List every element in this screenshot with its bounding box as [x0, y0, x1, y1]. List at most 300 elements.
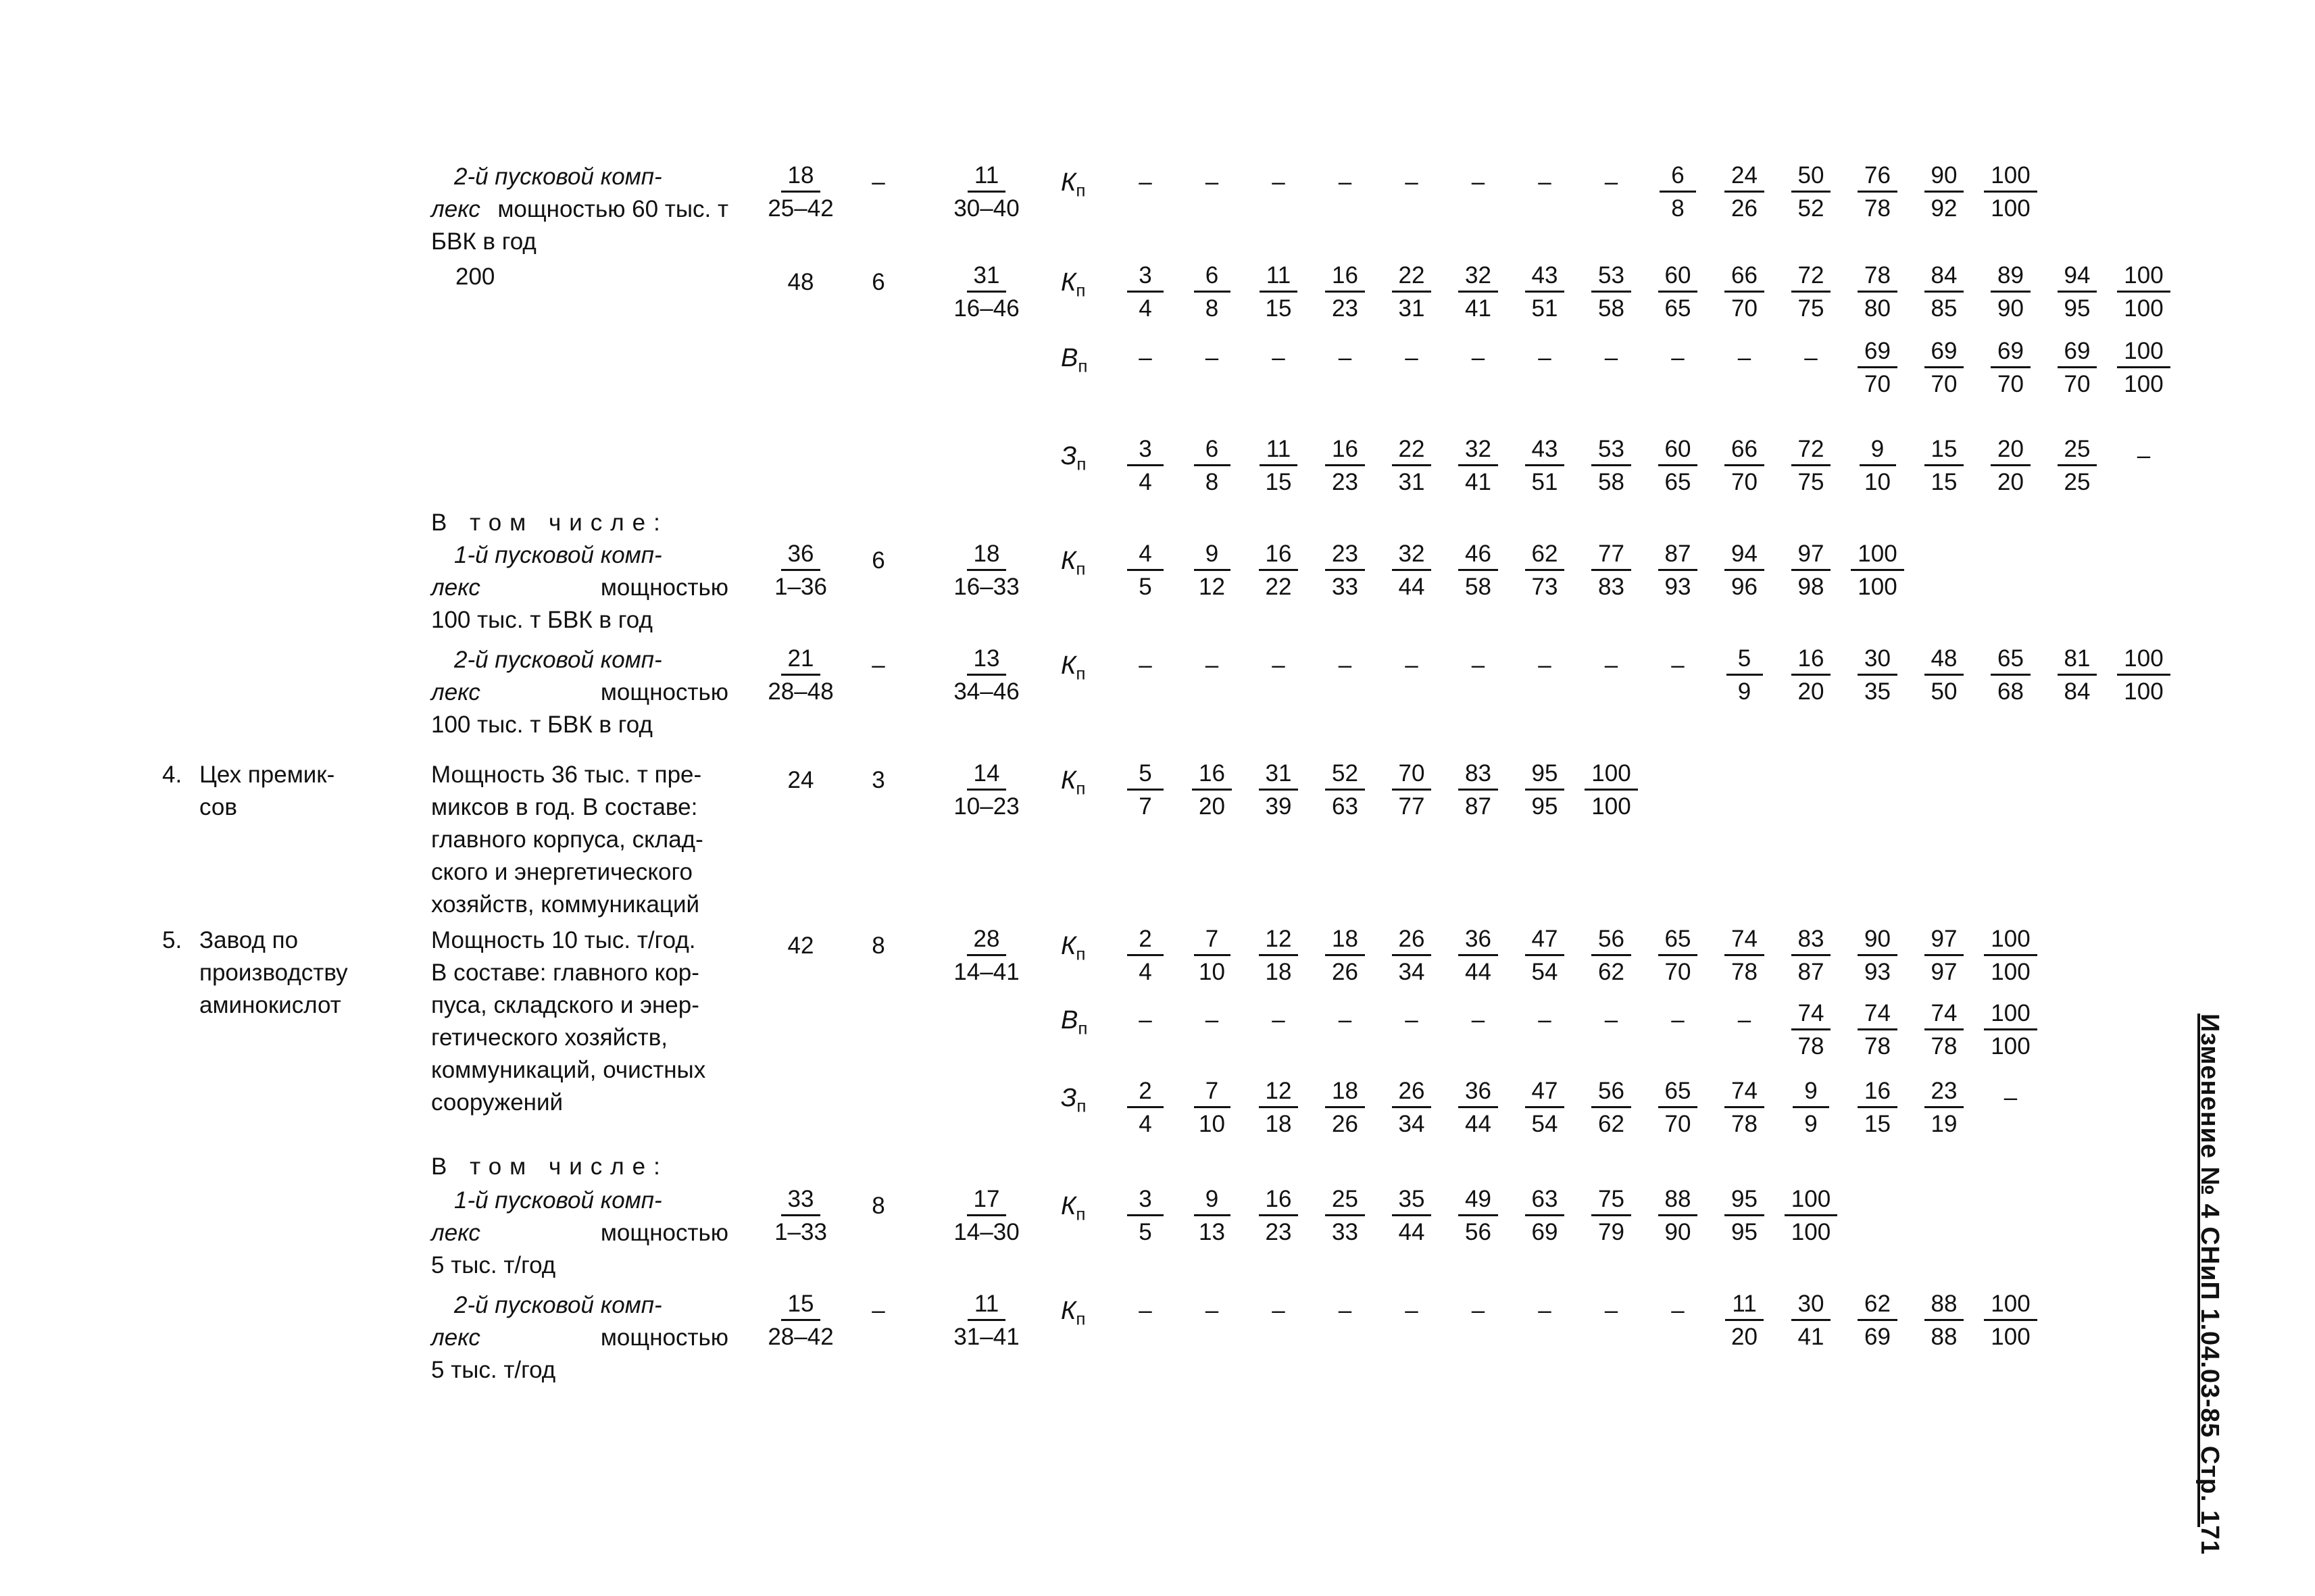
s200-value-fraction-denominator: 75 [1797, 295, 1824, 322]
s1a-value-fraction-numerator: 94 [1724, 541, 1764, 571]
s5a-description-line: лекс мощностью [431, 1218, 728, 1248]
s200-value-fraction-denominator: 31 [1398, 469, 1425, 495]
s5-value-fraction-denominator: 97 [1931, 959, 1958, 985]
s5-value-fraction-denominator: 78 [1797, 1033, 1824, 1059]
s5-value-fraction [1441, 926, 1516, 986]
s5b-description-line: лекс мощностью [431, 1323, 728, 1353]
s5-duration-construction [949, 926, 1024, 986]
s2c-value-fraction-numerator: 5 [1726, 645, 1763, 676]
s2c-dash: – [1671, 652, 1685, 678]
s5a-value-fraction-denominator: 95 [1731, 1219, 1758, 1245]
s4-value-fraction-numerator: 31 [1259, 760, 1299, 791]
s1a-value-fraction [1241, 541, 1316, 601]
s200-value-fraction-denominator: 85 [1931, 295, 1958, 322]
s5-description-line: сооружений [431, 1089, 564, 1116]
s5a-value-fraction-denominator: 23 [1265, 1219, 1292, 1245]
s2b-value-fraction-numerator: 90 [1924, 162, 1964, 193]
s1a-value-fraction-denominator: 33 [1332, 574, 1358, 600]
s4-value-fraction-numerator: 100 [1585, 760, 1637, 791]
s2c-value-fraction-numerator: 16 [1791, 645, 1831, 676]
s5-value-fraction [1108, 926, 1183, 986]
s5b-dash: – [1205, 1297, 1219, 1324]
s200-value-fraction-denominator: 100 [2124, 295, 2164, 322]
s5-value-fraction-numerator: 97 [1924, 926, 1964, 956]
s4-value-fraction-denominator: 95 [1531, 793, 1558, 820]
s200-value-fraction [1175, 262, 1249, 322]
s5-value-fraction-numerator: 7 [1194, 1078, 1230, 1108]
s200-value-fraction-denominator: 41 [1465, 469, 1491, 495]
s5-dash: – [1205, 1007, 1219, 1033]
s2b-description-line: лекс мощностью 60 тыс. т [431, 195, 728, 224]
s2c-duration-total [764, 645, 838, 705]
s200-value-fraction-numerator: 78 [1858, 262, 1897, 293]
s5-description-line: Мощность 10 тыс. т/год. [431, 927, 696, 953]
s200-trail-dash: – [2137, 443, 2151, 469]
s5b-duration-construction-denominator: 31–41 [953, 1324, 1020, 1350]
s200-value-fraction-denominator: 90 [1997, 295, 2024, 322]
s5-value-fraction-numerator: 2 [1127, 926, 1164, 956]
s5-value-fraction-denominator: 26 [1332, 959, 1358, 985]
s200-value-fraction [1441, 436, 1516, 496]
s200-value-fraction-numerator: 84 [1924, 262, 1964, 293]
s4-value-fraction [1241, 760, 1316, 820]
s5-dash: – [1272, 1007, 1285, 1033]
s1a-value-fraction [1175, 541, 1249, 601]
s1a-value-fraction [1574, 541, 1649, 601]
s5-value-fraction-denominator: 4 [1139, 959, 1152, 985]
s5-value-fraction-numerator: 26 [1392, 926, 1432, 956]
s2c-dash: – [1205, 652, 1219, 678]
s2b-value-fraction-numerator: 76 [1858, 162, 1897, 193]
s5-value-fraction-numerator: 47 [1525, 926, 1565, 956]
s200-dash: – [1604, 345, 1618, 371]
s5-value-fraction-denominator: 70 [1664, 959, 1691, 985]
s5-value-fraction [1907, 1000, 1981, 1060]
s4-duration-construction-numerator: 14 [967, 760, 1007, 791]
s200-value-fraction-numerator: 9 [1860, 436, 1896, 466]
s200-value-fraction [1841, 436, 1915, 496]
s200-row-symbol: $З_п$ [1061, 442, 1087, 474]
s5b-value-fraction-denominator: 88 [1931, 1324, 1958, 1350]
s2c-value-fraction-denominator: 35 [1864, 678, 1891, 705]
s2c-value-fraction-numerator: 48 [1924, 645, 1964, 676]
s200-value-fraction-denominator: 65 [1664, 295, 1691, 322]
s5-value-fraction [1907, 926, 1981, 986]
s5a-value-fraction-denominator: 79 [1598, 1219, 1624, 1245]
s5a-value-fraction [1374, 1186, 1449, 1246]
s200-duration-total: 48 [787, 269, 814, 295]
s4-value-fraction [1441, 760, 1516, 820]
s5-value-fraction-denominator: 100 [1991, 959, 2031, 985]
s2c-duration-construction [949, 645, 1024, 705]
s5-value-fraction-numerator: 12 [1259, 926, 1299, 956]
s5-row-symbol: $К_п$ [1061, 932, 1086, 964]
s5b-value-fraction-denominator: 20 [1731, 1324, 1758, 1350]
s5b-dash: – [1405, 1297, 1418, 1324]
s5b-description-italic: лекс [431, 1324, 480, 1351]
s200-value-fraction-denominator: 20 [1997, 469, 2024, 495]
s5-duration-construction-denominator: 14–41 [953, 959, 1020, 985]
s4-description-line: Мощность 36 тыс. т пре- [431, 762, 702, 788]
s2c-description-italic: лекс [431, 679, 480, 705]
s200-value-fraction-numerator: 16 [1325, 436, 1365, 466]
s5a-value-fraction [1708, 1186, 1782, 1246]
s200-value-fraction [1974, 262, 2048, 322]
s5a-value-fraction-denominator: 56 [1465, 1219, 1491, 1245]
s2b-value-fraction [1907, 162, 1981, 222]
s2b-description-line: БВК в год [431, 228, 537, 255]
s5-value-fraction [1974, 1000, 2048, 1060]
s5a-value-fraction [1574, 1186, 1649, 1246]
s200-value-fraction-numerator: 6 [1194, 262, 1230, 293]
s5a-description-line: 5 тыс. т/год [431, 1252, 556, 1278]
s5-dash: – [1538, 1007, 1551, 1033]
s5-value-fraction-numerator: 26 [1392, 1078, 1432, 1108]
s200-value-fraction-denominator: 10 [1864, 469, 1891, 495]
s2c-duration-total-numerator: 21 [781, 645, 821, 676]
s5-value-fraction-numerator: 100 [1984, 1000, 2037, 1030]
s2c-duration-construction-numerator: 13 [967, 645, 1007, 676]
s1a-value-fraction-denominator: 100 [1858, 574, 1897, 600]
s5-dash: – [1671, 1007, 1685, 1033]
symbol-subscript: п [1076, 1203, 1086, 1224]
symbol-subscript: п [1078, 355, 1088, 376]
s4-value-fraction-denominator: 7 [1139, 793, 1152, 820]
s5-value-fraction-denominator: 78 [1731, 959, 1758, 985]
s200-value-fraction [1907, 338, 1981, 398]
s200-value-fraction [1508, 262, 1582, 322]
s200-value-fraction-numerator: 22 [1392, 262, 1432, 293]
s200-description-line: 200 [455, 264, 495, 290]
s5a-value-fraction [1508, 1186, 1582, 1246]
s5b-description-line: 2-й пусковой комп- [454, 1292, 662, 1318]
s200-value-fraction [1641, 262, 1715, 322]
s200-value-fraction [1241, 436, 1316, 496]
s2b-description-italic: лекс [431, 196, 480, 222]
s1a-value-fraction-numerator: 9 [1194, 541, 1230, 571]
s200-value-fraction [1907, 436, 1981, 496]
s2b-dash: – [1604, 169, 1618, 195]
s1a-value-fraction-numerator: 46 [1458, 541, 1498, 571]
s5a-value-fraction [1175, 1186, 1249, 1246]
s5a-value-fraction-numerator: 88 [1658, 1186, 1698, 1216]
s200-value-fraction-denominator: 65 [1664, 469, 1691, 495]
s200-value-fraction [1574, 436, 1649, 496]
s5b-duration-prep: – [872, 1297, 885, 1324]
s2c-value-fraction-denominator: 50 [1931, 678, 1958, 705]
s200-value-fraction [1974, 436, 2048, 496]
s2b-duration-construction-denominator: 30–40 [953, 195, 1020, 222]
s2c-duration-prep: – [872, 652, 885, 678]
s1a-value-fraction-denominator: 44 [1398, 574, 1425, 600]
s200-value-fraction-numerator: 43 [1525, 262, 1565, 293]
s5-value-fraction [1374, 926, 1449, 986]
s5a-value-fraction-denominator: 69 [1531, 1219, 1558, 1245]
s200-value-fraction [2040, 338, 2114, 398]
s1a-value-fraction [1508, 541, 1582, 601]
s4-row-symbol: $К_п$ [1061, 766, 1086, 799]
s2b-dash: – [1338, 169, 1352, 195]
s200-dash: – [1139, 345, 1152, 371]
s5-value-fraction [1841, 1000, 1915, 1060]
s5-value-fraction-denominator: 18 [1265, 959, 1292, 985]
s5-value-fraction-denominator: 93 [1864, 959, 1891, 985]
s200-value-fraction [1641, 436, 1715, 496]
s5a-value-fraction-numerator: 25 [1325, 1186, 1365, 1216]
s5-value-fraction-denominator: 70 [1664, 1111, 1691, 1137]
s5a-value-fraction-denominator: 13 [1199, 1219, 1225, 1245]
s5-value-fraction-numerator: 74 [1924, 1000, 1964, 1030]
s5a-description-italic: лекс [431, 1220, 480, 1246]
s2c-value-fraction [1774, 645, 1848, 705]
s200-value-fraction-denominator: 70 [1931, 371, 1958, 397]
s5b-value-fraction [1708, 1291, 1782, 1351]
side-page-caption: Изменение № 4 СНиП 1.04.03-85 Стр. 171 [2195, 1014, 2224, 1555]
s5b-value-fraction-denominator: 69 [1864, 1324, 1891, 1350]
s5a-duration-total-denominator: 1–33 [774, 1219, 827, 1245]
s4-value-fraction-denominator: 63 [1332, 793, 1358, 820]
s5-value-fraction-denominator: 4 [1139, 1111, 1152, 1137]
s5b-value-fraction [1907, 1291, 1981, 1351]
s2c-dash: – [1538, 652, 1551, 678]
s5b-value-fraction [1774, 1291, 1848, 1351]
s200-value-fraction-numerator: 69 [2058, 338, 2097, 368]
s200-value-fraction [1241, 262, 1316, 322]
s2b-value-fraction [1774, 162, 1848, 222]
s2b-value-fraction-denominator: 92 [1931, 195, 1958, 222]
s5a-value-fraction-denominator: 44 [1398, 1219, 1425, 1245]
s2c-value-fraction-numerator: 65 [1991, 645, 2031, 676]
s5-value-fraction-numerator: 56 [1591, 1078, 1631, 1108]
s5-value-fraction-denominator: 87 [1797, 959, 1824, 985]
s200-value-fraction-numerator: 69 [1858, 338, 1897, 368]
s5-value-fraction-numerator: 100 [1984, 926, 2037, 956]
s2c-value-fraction [1974, 645, 2048, 705]
s5b-value-fraction-denominator: 100 [1991, 1324, 2031, 1350]
s5-dash: – [1471, 1007, 1485, 1033]
s5a-value-fraction-numerator: 100 [1785, 1186, 1837, 1216]
s2c-duration-construction-denominator: 34–46 [953, 678, 1020, 705]
s200-value-fraction-denominator: 70 [1997, 371, 2024, 397]
s200-value-fraction [1974, 338, 2048, 398]
s5a-value-fraction [1241, 1186, 1316, 1246]
s200-value-fraction-denominator: 70 [1731, 295, 1758, 322]
s2b-value-fraction-denominator: 100 [1991, 195, 2031, 222]
s4-value-fraction [1508, 760, 1582, 820]
s5-value-fraction-numerator: 16 [1858, 1078, 1897, 1108]
s4-value-fraction [1108, 760, 1183, 820]
s5-value-fraction-numerator: 65 [1658, 926, 1698, 956]
s5b-dash: – [1671, 1297, 1685, 1324]
s1a-duration-prep: 6 [872, 547, 885, 574]
s2b-dash: – [1205, 169, 1219, 195]
s5-value-fraction-numerator: 56 [1591, 926, 1631, 956]
s4-value-fraction-denominator: 77 [1398, 793, 1425, 820]
s5b-dash: – [1139, 1297, 1152, 1324]
s200-value-fraction-numerator: 94 [2058, 262, 2097, 293]
s200-value-fraction-denominator: 4 [1139, 469, 1152, 495]
s2c-value-fraction-denominator: 68 [1997, 678, 2024, 705]
s5-value-fraction [1708, 926, 1782, 986]
symbol-subscript: п [1076, 1308, 1086, 1329]
s200-value-fraction-denominator: 95 [2064, 295, 2091, 322]
s200-value-fraction-denominator: 58 [1598, 469, 1624, 495]
s1a-value-fraction-denominator: 58 [1465, 574, 1491, 600]
s2b-value-fraction-numerator: 24 [1724, 162, 1764, 193]
s5-value-fraction [1241, 1078, 1316, 1138]
s5-number: 5. [162, 927, 182, 953]
s5-value-fraction-denominator: 15 [1864, 1111, 1891, 1137]
s1a-value-fraction-numerator: 23 [1325, 541, 1365, 571]
s5a-value-fraction-denominator: 33 [1332, 1219, 1358, 1245]
s5b-dash: – [1338, 1297, 1352, 1324]
s5-value-fraction [1241, 926, 1316, 986]
s2b-value-fraction-numerator: 100 [1984, 162, 2037, 193]
s2c-value-fraction-numerator: 30 [1858, 645, 1897, 676]
s5a-value-fraction-denominator: 90 [1664, 1219, 1691, 1245]
s1a-value-fraction [1774, 541, 1848, 601]
s200-value-fraction [1175, 436, 1249, 496]
s200-value-fraction [2107, 338, 2181, 398]
s200-value-fraction-denominator: 80 [1864, 295, 1891, 322]
s2c-duration-total-denominator: 28–48 [768, 678, 834, 705]
s4-description-line: главного корпуса, склад- [431, 826, 703, 853]
s5-value-fraction-denominator: 44 [1465, 959, 1491, 985]
s200-value-fraction-numerator: 53 [1591, 436, 1631, 466]
s5-value-fraction [1774, 926, 1848, 986]
s200-value-fraction [1841, 262, 1915, 322]
s2c-value-fraction-denominator: 20 [1797, 678, 1824, 705]
s200-value-fraction [1308, 262, 1383, 322]
s1a-value-fraction [1708, 541, 1782, 601]
s1a-description-line: лекс мощностью [431, 573, 728, 603]
s5b-dash: – [1538, 1297, 1551, 1324]
s5-value-fraction-numerator: 9 [1793, 1078, 1829, 1108]
s2c-value-fraction-numerator: 100 [2117, 645, 2170, 676]
symbol-subscript: п [1076, 1095, 1087, 1116]
s5a-value-fraction-numerator: 9 [1194, 1186, 1230, 1216]
s5-dash: – [1737, 1007, 1751, 1033]
s2c-dash: – [1338, 652, 1352, 678]
s200-duration-prep: 6 [872, 269, 885, 295]
s200-value-fraction-numerator: 72 [1791, 436, 1831, 466]
s200-value-fraction [2040, 262, 2114, 322]
s5a-value-fraction-denominator: 5 [1139, 1219, 1152, 1245]
s200-value-fraction-numerator: 66 [1724, 436, 1764, 466]
s5-value-fraction-denominator: 26 [1332, 1111, 1358, 1137]
s5-value-fraction-denominator: 9 [1804, 1111, 1818, 1137]
s5b-duration-construction-numerator: 11 [968, 1291, 1005, 1321]
s2c-dash: – [1139, 652, 1152, 678]
s5-description-line: В составе: главного кор- [431, 959, 699, 986]
s2c-dash: – [1405, 652, 1418, 678]
s1a-value-fraction-denominator: 93 [1664, 574, 1691, 600]
s2c-value-fraction [2040, 645, 2114, 705]
s1a-value-fraction-denominator: 12 [1199, 574, 1225, 600]
s1a-value-fraction-numerator: 32 [1392, 541, 1432, 571]
s5-trail-dash: – [2003, 1084, 2018, 1111]
s1a-value-fraction-denominator: 5 [1139, 574, 1152, 600]
incl1-heading: В том числе: [431, 509, 668, 536]
s4-object-name-line: сов [199, 794, 237, 820]
s200-value-fraction-numerator: 100 [2117, 338, 2170, 368]
s1a-value-fraction-numerator: 100 [1851, 541, 1903, 571]
s2c-value-fraction-numerator: 81 [2058, 645, 2097, 676]
s5-value-fraction [1308, 926, 1383, 986]
s200-value-fraction [1774, 436, 1848, 496]
s2b-dash: – [1139, 169, 1152, 195]
s5b-duration-total-denominator: 28–42 [768, 1324, 834, 1350]
s5-value-fraction-numerator: 36 [1458, 926, 1498, 956]
s2c-value-fraction [2107, 645, 2181, 705]
s200-value-fraction-numerator: 22 [1392, 436, 1432, 466]
s5-value-fraction-numerator: 74 [1724, 1078, 1764, 1108]
s5-value-fraction [1574, 1078, 1649, 1138]
s1a-value-fraction [1108, 541, 1183, 601]
s2b-row-symbol: $К_п$ [1061, 168, 1086, 201]
s4-value-fraction-numerator: 70 [1392, 760, 1432, 791]
s2b-value-fraction [1641, 162, 1715, 222]
s200-row-symbol: $К_п$ [1061, 268, 1086, 301]
s5a-value-fraction [1308, 1186, 1383, 1246]
s200-duration-construction-denominator: 16–46 [953, 295, 1020, 322]
s2c-value-fraction-denominator: 9 [1737, 678, 1751, 705]
symbol-subscript: п [1076, 943, 1086, 964]
s5-value-fraction [1907, 1078, 1981, 1138]
s200-value-fraction-denominator: 15 [1265, 469, 1292, 495]
s5-value-fraction-numerator: 18 [1325, 926, 1365, 956]
s200-value-fraction-numerator: 53 [1591, 262, 1631, 293]
symbol-subscript: п [1076, 180, 1086, 201]
symbol-subscript: п [1076, 558, 1086, 579]
s4-duration-construction-denominator: 10–23 [953, 793, 1020, 820]
s2c-description-line: 2-й пусковой комп- [454, 647, 662, 673]
s200-dash: – [1737, 345, 1751, 371]
s1a-duration-construction-denominator: 16–33 [953, 574, 1020, 600]
s5-value-fraction-denominator: 19 [1931, 1111, 1958, 1137]
s200-value-fraction-numerator: 72 [1791, 262, 1831, 293]
s4-value-fraction-numerator: 83 [1458, 760, 1498, 791]
s2b-value-fraction-denominator: 78 [1864, 195, 1891, 222]
s200-value-fraction-numerator: 6 [1194, 436, 1230, 466]
s2b-duration-total-numerator: 18 [781, 162, 821, 193]
s200-value-fraction [1907, 262, 1981, 322]
s5-object-name-line: аминокислот [199, 992, 341, 1018]
s2b-dash: – [1471, 169, 1485, 195]
s5-value-fraction-numerator: 23 [1924, 1078, 1964, 1108]
s5a-value-fraction-numerator: 35 [1392, 1186, 1432, 1216]
s5a-value-fraction-numerator: 16 [1259, 1186, 1299, 1216]
s200-duration-construction-numerator: 31 [967, 262, 1007, 293]
s2b-dash: – [1405, 169, 1418, 195]
s200-value-fraction-denominator: 100 [2124, 371, 2164, 397]
s1a-value-fraction [1641, 541, 1715, 601]
s5a-description-line: 1-й пусковой комп- [454, 1187, 662, 1214]
s200-value-fraction-denominator: 25 [2064, 469, 2091, 495]
s5-row-symbol: $В_п$ [1061, 1006, 1088, 1039]
s5-value-fraction-denominator: 10 [1199, 1111, 1225, 1137]
s1a-value-fraction-denominator: 83 [1598, 574, 1624, 600]
s200-value-fraction-numerator: 3 [1127, 436, 1164, 466]
s5-value-fraction-numerator: 2 [1127, 1078, 1164, 1108]
s5b-value-fraction [1841, 1291, 1915, 1351]
s1a-value-fraction-numerator: 97 [1791, 541, 1831, 571]
s200-value-fraction [1374, 262, 1449, 322]
s2b-value-fraction-denominator: 26 [1731, 195, 1758, 222]
s5-value-fraction-numerator: 18 [1325, 1078, 1365, 1108]
s5-value-fraction [1774, 1000, 1848, 1060]
s200-value-fraction-numerator: 15 [1924, 436, 1964, 466]
